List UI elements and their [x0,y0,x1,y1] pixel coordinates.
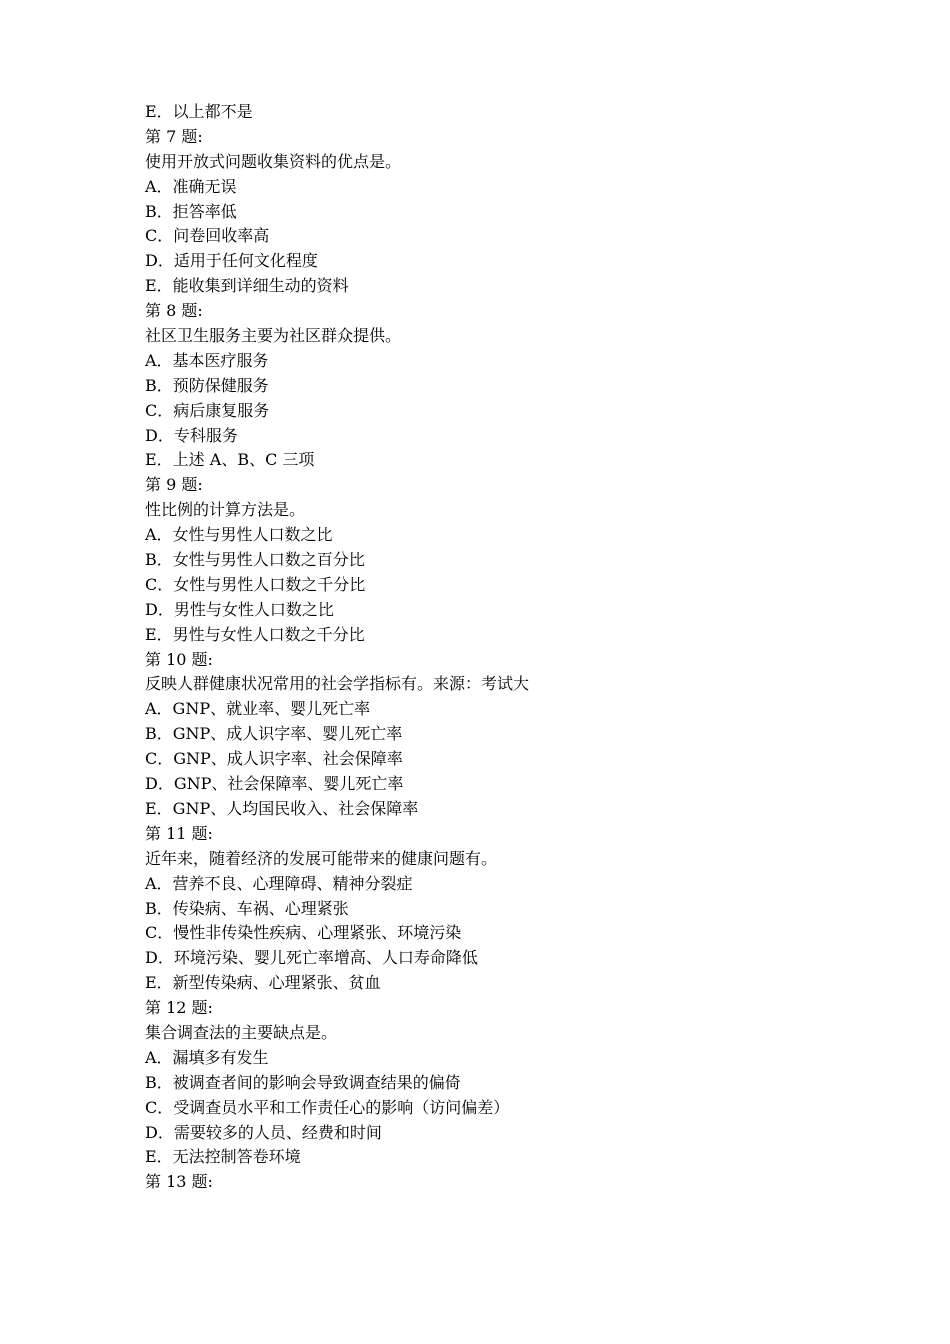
text-line: D．环境污染、婴儿死亡率增高、人口寿命降低 [145,948,478,968]
text-line: A．营养不良、心理障碍、精神分裂症 [145,873,413,893]
text-line: E．男性与女性人口数之千分比 [145,624,365,644]
text-line: 第 9 题: [145,475,203,495]
text-line: 第 13 题: [145,1172,213,1192]
text-line: E．无法控制答卷环境 [145,1147,301,1167]
text-line: D．需要较多的人员、经费和时间 [145,1122,382,1142]
text-line: D．男性与女性人口数之比 [145,599,334,619]
text-line: D．适用于任何文化程度 [145,251,318,271]
text-line: 第 8 题: [145,301,203,321]
text-line: E．新型传染病、心理紧张、贫血 [145,973,381,993]
text-line: A．女性与男性人口数之比 [145,525,333,545]
text-line: 第 11 题: [145,823,213,843]
text-line: C．病后康复服务 [145,400,270,420]
text-line: A．准确无误 [145,176,237,196]
text-line: C．GNP、成人识字率、社会保障率 [145,749,403,769]
text-line: E．上述 A、B、C 三项 [145,450,315,470]
text-line: 使用开放式问题收集资料的优点是。 [145,151,402,171]
text-line: 第 7 题: [145,126,203,146]
text-line: B．传染病、车祸、心理紧张 [145,898,349,918]
text-line: 近年来，随着经济的发展可能带来的健康问题有。 [145,848,498,868]
document-body [145,100,865,1195]
text-line: A．漏填多有发生 [145,1047,269,1067]
text-line: B．预防保健服务 [145,375,269,395]
text-line: 集合调查法的主要缺点是。 [145,1022,338,1042]
text-line: 社区卫生服务主要为社区群众提供。 [145,326,402,346]
text-line: D．GNP、社会保障率、婴儿死亡率 [145,774,404,794]
text-line: B．被调查者间的影响会导致调查结果的偏倚 [145,1072,461,1092]
text-line: E．GNP、人均国民收入、社会保障率 [145,798,419,818]
text-line: A．基本医疗服务 [145,350,269,370]
text-line: 第 12 题: [145,998,213,1018]
text-line: 性比例的计算方法是。 [145,500,306,520]
text-line: A．GNP、就业率、婴儿死亡率 [145,699,371,719]
text-line: E．以上都不是 [145,102,253,121]
text-line: E．能收集到详细生动的资料 [145,276,349,296]
text-line: C．问卷回收率高 [145,226,270,246]
text-line: C．慢性非传染性疾病、心理紧张、环境污染 [145,923,462,943]
text-line: 反映人群健康状况常用的社会学指标有。来源：考试大 [145,674,530,694]
text-line: D．专科服务 [145,425,238,445]
text-line: 第 10 题: [145,649,213,669]
text-line: C．受调查员水平和工作责任心的影响（访问偏差） [145,1097,510,1117]
text-line: B．GNP、成人识字率、婴儿死亡率 [145,724,403,744]
text-line: B．女性与男性人口数之百分比 [145,550,365,570]
text-line: C．女性与男性人口数之千分比 [145,574,366,594]
text-line: B．拒答率低 [145,201,237,221]
